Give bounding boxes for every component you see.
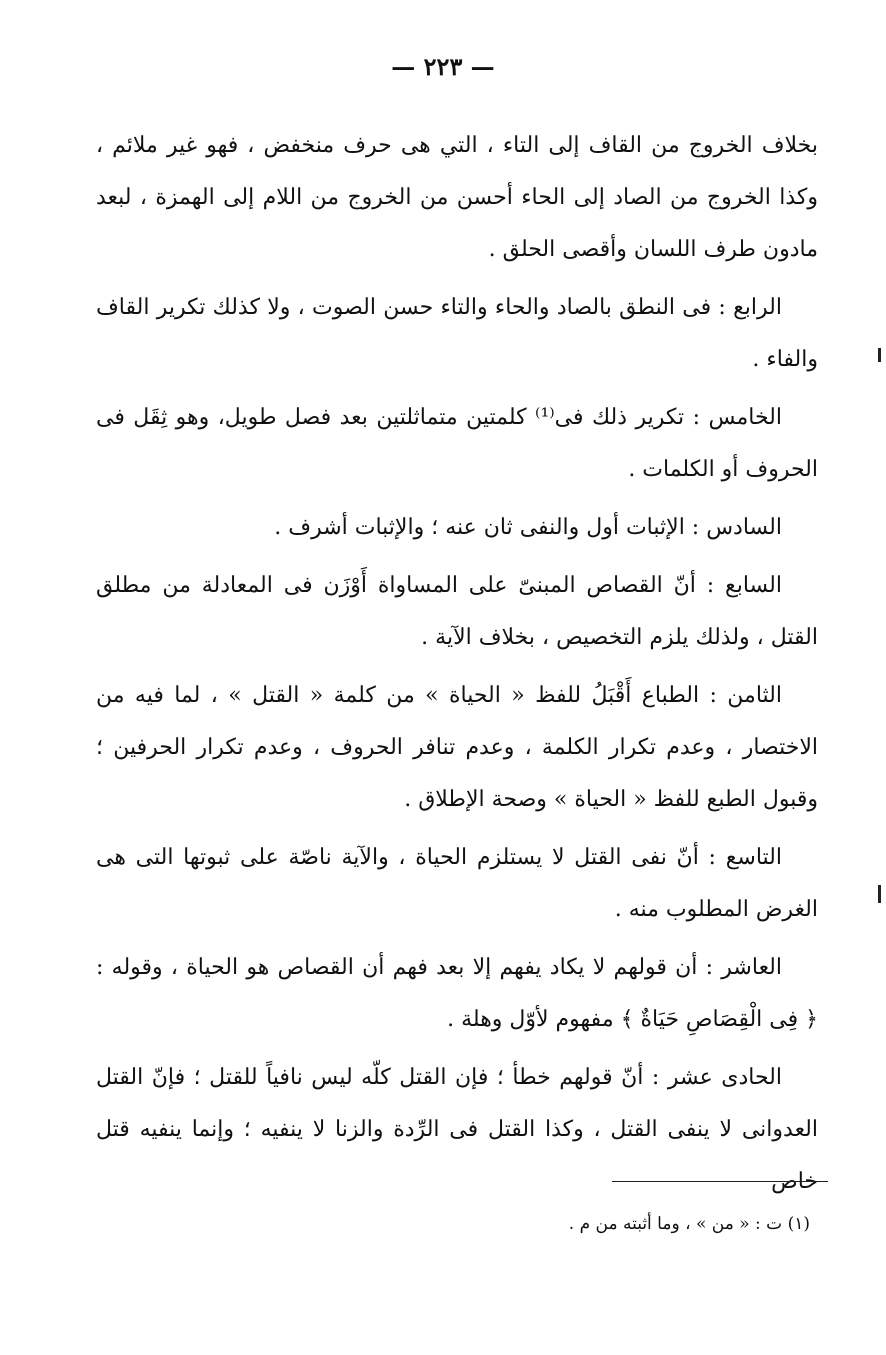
page-number: — ٢٢٣ — — [391, 52, 495, 81]
paragraph-sixth: السادس : الإثبات أول والنفى ثان عنه ؛ والإثبات أشرف . — [274, 515, 782, 540]
main-text — [96, 120, 818, 1214]
footnote: (١) ت : « من » ، وما أثبته من م . — [568, 1214, 810, 1234]
paragraph-eighth: الثامن : الطباع أَقْبَلُ للفظ « الحياة » من كلمة « القتل » ، لما فيه من الاختصار ، وعدم تكرار الكلمة ، وعدم تنافر الحروف ، وعدم تكرار الحرفين ؛ وقبول الطبع للفظ « الحياة » وصحة الإطلاق . — [96, 683, 818, 812]
paragraph-seventh: السابع : أنّ القصاص المبنىّ على المساواة أَوْزَن فى المعادلة من مطلق القتل ، ولذلك يلزم التخصيص ، بخلاف الآية . — [96, 573, 818, 650]
paragraph-eleventh: الحادى عشر : أنّ قولهم خطأ ؛ فإن القتل كلّه ليس نافياً للقتل ؛ فإنّ القتل العدوانى لا ينفى القتل ، وكذا القتل فى الرِّدة والزنا لا ينفيه ؛ وإنما ينفيه قتل خاص — [96, 1065, 818, 1194]
paragraph-fifth: الخامس : تكرير ذلك فى⁽¹⁾ كلمتين متماثلتين بعد فصل طويل، وهو ثِقَل فى الحروف أو الكلمات . — [96, 405, 818, 482]
paragraph-tenth: العاشر : أن قولهم لا يكاد يفهم إلا بعد فهم أن القصاص هو الحياة ، وقوله : ﴿ فِى الْقِصَاصِ حَيَاةٌ ﴾ مفهوم لأوّل وهلة . — [96, 955, 818, 1032]
margin-mark — [878, 348, 881, 362]
paragraph-fourth: الرابع : فى النطق بالصاد والحاء والتاء حسن الصوت ، ولا كذلك تكرير القاف والفاء . — [96, 295, 818, 372]
margin-mark — [878, 885, 881, 903]
paragraph-continuation: بخلاف الخروج من القاف إلى التاء ، التي هى حرف منخفض ، فهو غير ملائم ، وكذا الخروج من الصاد إلى الحاء أحسن من الخروج من اللام إلى الهمزة ، لبعد مادون طرف اللسان وأقصى الحلق . — [96, 133, 818, 262]
paragraph-ninth: التاسع : أنّ نفى القتل لا يستلزم الحياة ، والآية ناصّة على ثبوتها التى هى الغرض المطلوب منه . — [96, 845, 818, 922]
footnote-divider — [612, 1181, 828, 1182]
